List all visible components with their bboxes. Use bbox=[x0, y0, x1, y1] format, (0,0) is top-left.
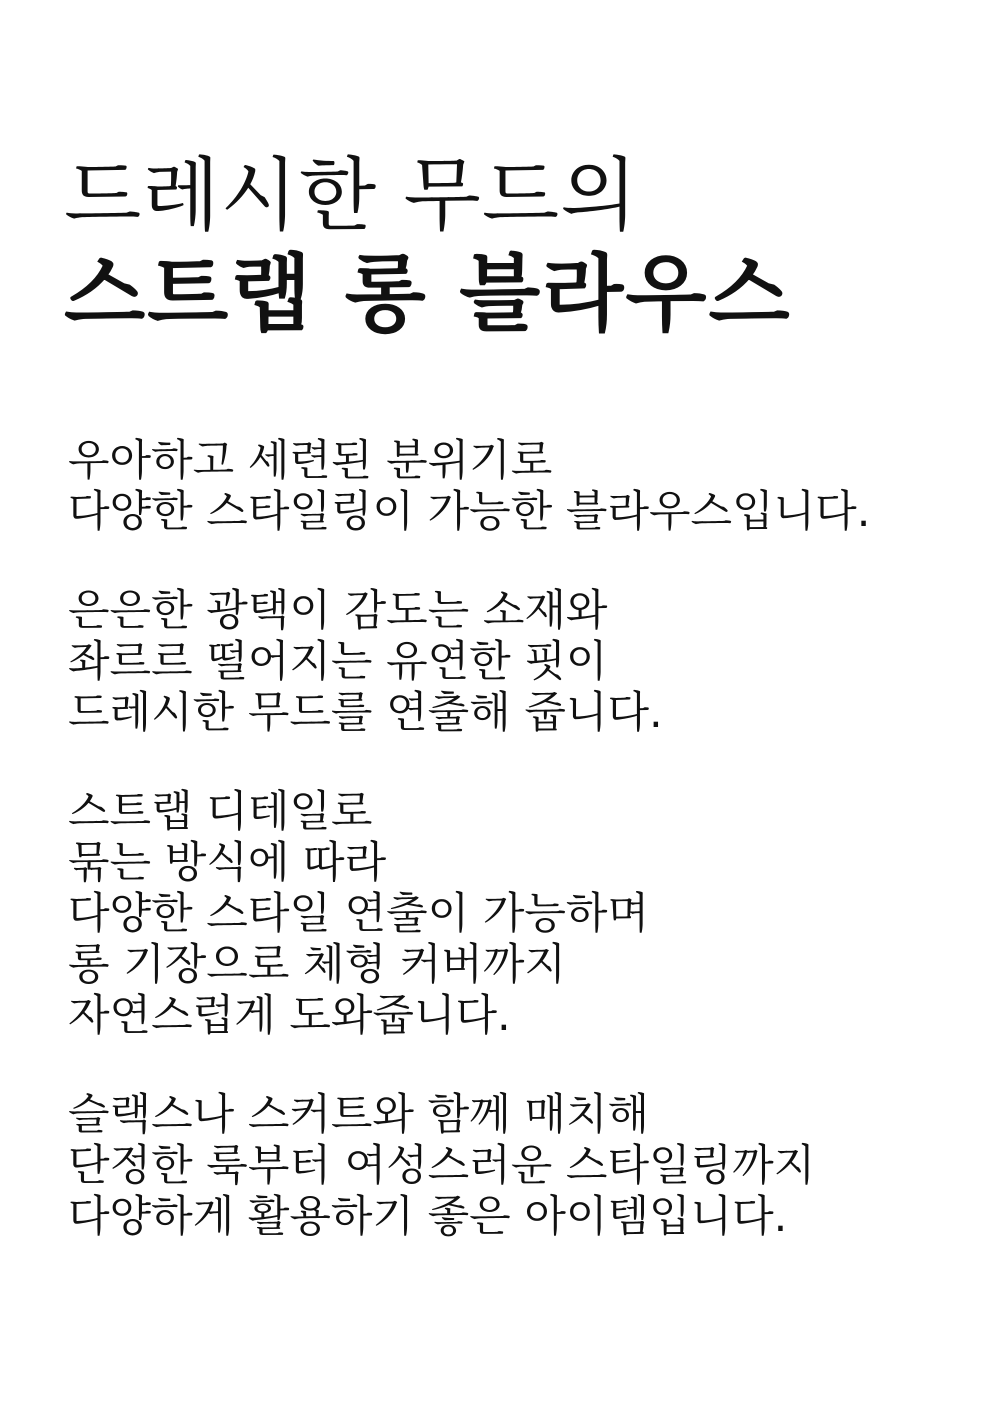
description-line: 드레시한 무드를 연출해 줍니다. bbox=[68, 688, 663, 738]
description-line: 슬랙스나 스커트와 함께 매치해 bbox=[68, 1090, 649, 1140]
title-product-name: 스트랩 롱 블라우스 bbox=[64, 244, 792, 343]
description-line: 묶는 방식에 따라 bbox=[68, 838, 387, 888]
description-line: 다양하게 활용하기 좋은 아이템입니다. bbox=[68, 1192, 788, 1242]
description-line: 롱 기장으로 체형 커버까지 bbox=[68, 940, 566, 990]
description-line: 단정한 룩부터 여성스러운 스타일링까지 bbox=[68, 1141, 816, 1191]
title-subheading: 드레시한 무드의 bbox=[64, 149, 639, 242]
description-paragraph bbox=[68, 586, 948, 739]
description-line: 자연스럽게 도와줍니다. bbox=[68, 991, 511, 1041]
description-line: 은은한 광택이 감도는 소재와 bbox=[68, 586, 608, 636]
page-title bbox=[64, 148, 944, 344]
description-line: 다양한 스타일링이 가능한 블라우스입니다. bbox=[68, 487, 871, 537]
description-paragraph bbox=[68, 787, 948, 1042]
description-line: 다양한 스타일 연출이 가능하며 bbox=[68, 889, 649, 939]
description-body bbox=[68, 436, 948, 1291]
description-line: 우아하고 세련된 분위기로 bbox=[68, 436, 553, 486]
description-line: 좌르르 떨어지는 유연한 핏이 bbox=[68, 637, 608, 687]
description-paragraph bbox=[68, 436, 948, 538]
description-line: 스트랩 디테일로 bbox=[68, 787, 373, 837]
description-paragraph bbox=[68, 1090, 948, 1243]
